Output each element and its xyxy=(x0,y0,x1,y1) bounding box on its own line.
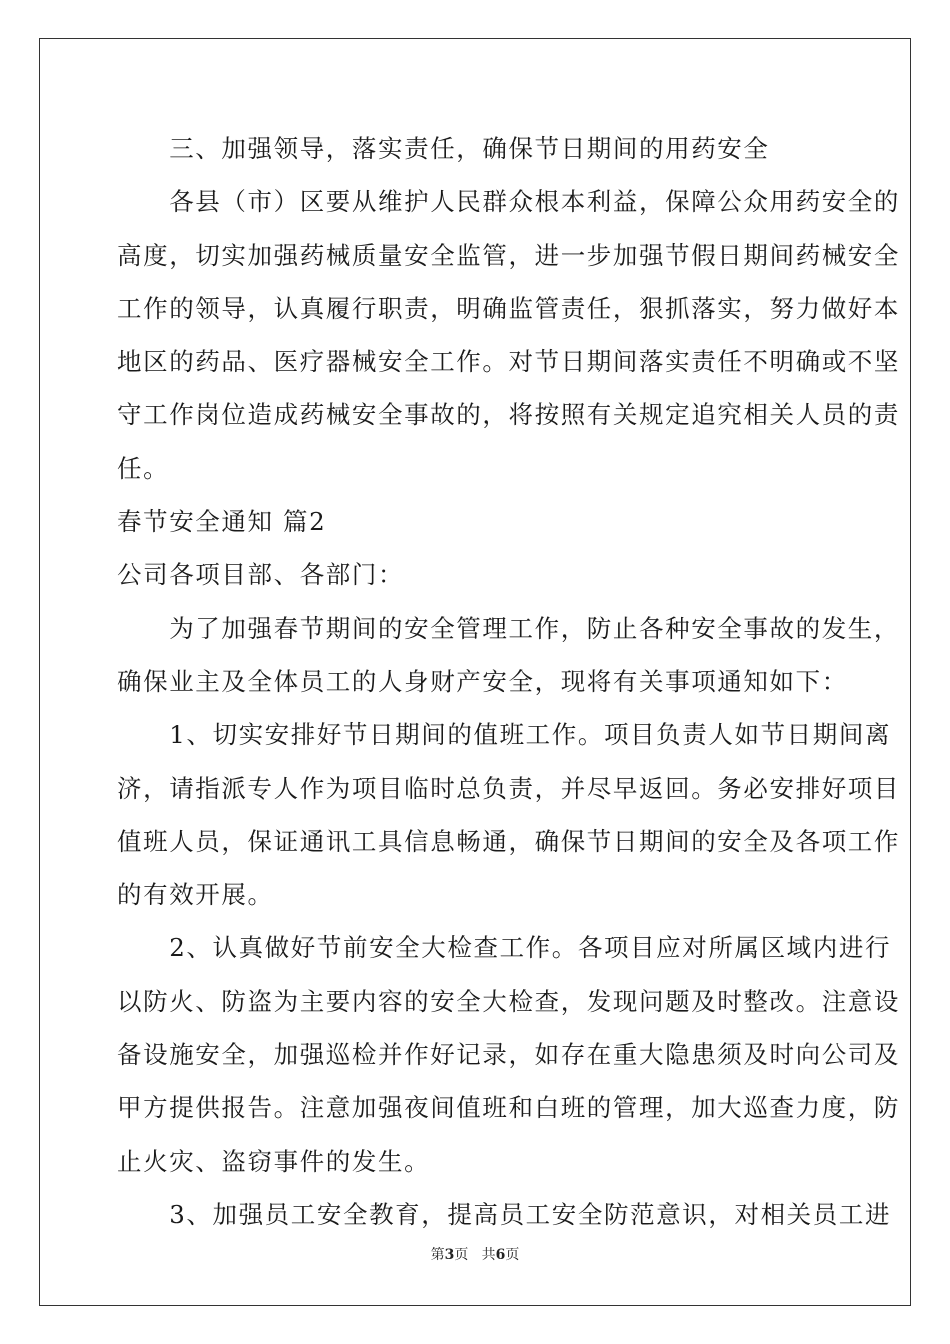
paragraph-line: 高度，切实加强药械质量安全监管，进一步加强节假日期间药械安全 xyxy=(117,240,900,270)
paragraph-line: 甲方提供报告。注意加强夜间值班和白班的管理，加大巡查力度，防 xyxy=(117,1093,900,1123)
paragraph-line: 止火灾、盗窃事件的发生。 xyxy=(117,1146,431,1176)
page-suffix: 页 xyxy=(454,1247,469,1263)
total-prefix: 共 xyxy=(481,1247,496,1263)
paragraph-line: 各县（市）区要从维护人民群众根本利益，保障公众用药安全的 xyxy=(117,187,900,217)
paragraph-line: 确保业主及全体员工的人身财产安全，现将有关事项通知如下： xyxy=(117,666,848,696)
paragraph-line: 的有效开展。 xyxy=(117,880,274,910)
paragraph-line: 1、切实安排好节日期间的值班工作。项目负责人如节日期间离 xyxy=(117,720,892,750)
paragraph-line: 工作的领导，认真履行职责，明确监管责任，狠抓落实，努力做好本 xyxy=(117,293,900,323)
paragraph-line: 2、认真做好节前安全大检查工作。各项目应对所属区域内进行 xyxy=(117,933,892,963)
paragraph-line: 济，请指派专人作为项目临时总负责，并尽早返回。务必安排好项目 xyxy=(117,773,900,803)
document-title: 春节安全通知 篇2 xyxy=(117,507,327,537)
paragraph-line: 值班人员，保证通讯工具信息畅通，确保节日期间的安全及各项工作 xyxy=(117,826,900,856)
paragraph-line: 3、加强员工安全教育，提高员工安全防范意识，对相关员工进 xyxy=(117,1199,892,1229)
paragraph-line: 守工作岗位造成药械安全事故的，将按照有关规定追究相关人员的责 xyxy=(117,400,900,430)
paragraph-line: 地区的药品、医疗器械安全工作。对节日期间落实责任不明确或不坚 xyxy=(117,347,900,377)
paragraph-line: 为了加强春节期间的安全管理工作，防止各种安全事故的发生， xyxy=(117,613,900,643)
total-suffix: 页 xyxy=(505,1247,520,1263)
salutation: 公司各项目部、各部门： xyxy=(117,560,405,590)
paragraph-line: 以防火、防盗为主要内容的安全大检查，发现问题及时整改。注意设 xyxy=(117,986,900,1016)
paragraph-line: 备设施安全，加强巡检并作好记录，如存在重大隐患须及时向公司及 xyxy=(117,1040,900,1070)
document-body xyxy=(117,122,900,1241)
page-prefix: 第 xyxy=(430,1247,445,1263)
page-footer xyxy=(0,1244,950,1264)
page-number: 3 xyxy=(444,1247,455,1263)
total-pages: 6 xyxy=(495,1247,506,1263)
paragraph-line: 任。 xyxy=(117,453,170,483)
section-heading: 三、加强领导，落实责任，确保节日期间的用药安全 xyxy=(117,134,770,163)
